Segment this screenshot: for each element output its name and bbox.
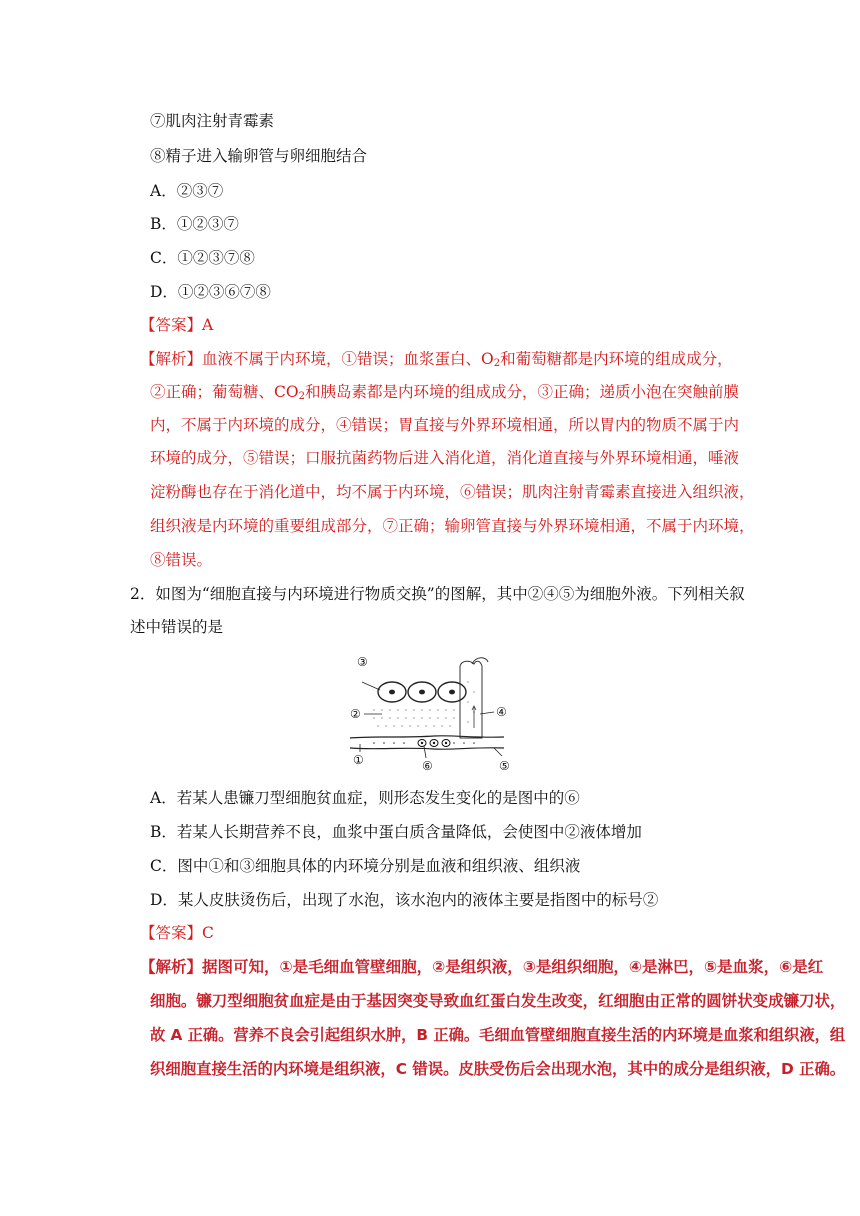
q1-exp-l1a: 【解析】血液不属于内环境，①错误；血浆蛋白、O [140,350,494,368]
q2-explanation-line-1: 【解析】据图可知，①是毛细血管壁细胞，②是组织液，③是组织细胞，④是淋巴，⑤是血浆，⑥是红 [140,958,824,976]
label-6: ⑥ [422,759,433,773]
q1-exp-l1-sub: 2 [493,358,501,369]
q1-explanation-line-3: 内，不属于内环境的成分，④错误；胃直接与外界环境相通，所以胃内的物质不属于内 [150,416,740,434]
q1-answer: 【答案】A [140,316,214,334]
q2-stem-line-1: 2．如图为“细胞直接与内环境进行物质交换”的图解，其中②④⑤为细胞外液。下列相关叙 [130,585,745,603]
label-4: ④ [496,705,507,719]
q1-explanation-line-4: 环境的成分，⑤错误；口服抗菌药物后进入消化道，消化道直接与外界环境相通，唾液 [150,449,740,467]
q1-option-d: D．①②③⑥⑦⑧ [150,283,271,301]
q1-explanation-line-1 [140,349,733,369]
label-5: ⑤ [499,759,510,773]
label-2: ② [350,707,361,721]
q1-explanation-line-5: 淀粉酶也存在于消化道中，均不属于内环境，⑥错误；肌肉注射青霉素直接进入组织液， [150,483,755,501]
q2-option-a: A．若某人患镰刀型细胞贫血症，则形态发生变化的是图中的⑥ [150,789,580,807]
q1-explanation-line-6: 组织液是内环境的重要组成部分，⑦正确；输卵管直接与外界环境相通，不属于内环境， [150,517,755,535]
q2-explanation-line-3: 故 A 正确。营养不良会引起组织水肿，B 正确。毛细血管壁细胞直接生活的内环境是血浆和组织液，组 [150,1026,846,1044]
q1-exp-l2a: ②正确；葡萄糖、CO [150,383,299,401]
q1-option-c: C．①②③⑦⑧ [150,249,255,267]
q1-item-8: ⑧精子进入输卵管与卵细胞结合 [150,147,368,165]
q2-answer: 【答案】C [140,924,214,942]
label-1: ① [353,753,364,767]
label-3: ③ [357,655,368,669]
q2-stem-line-2: 述中错误的是 [130,618,224,636]
q1-item-7: ⑦肌肉注射青霉素 [150,112,275,130]
q1-exp-l2b: 和胰岛素都是内环境的组成成分，③正确；递质小泡在突触前膜 [304,383,739,401]
cell-exchange-diagram [344,652,516,774]
q1-explanation-line-2 [150,382,739,402]
q2-explanation-line-4: 织细胞直接生活的内环境是组织液，C 错误。皮肤受伤后会出现水泡，其中的成分是组织液，D 正确。 [150,1060,846,1078]
q1-exp-l2-sub: 2 [298,391,305,402]
q2-explanation-line-2: 细胞。镰刀型细胞贫血症是由于基因突变导致血红蛋白发生改变，红细胞由正常的圆饼状变成镰刀状， [150,992,846,1010]
q2-option-c: C．图中①和③细胞具体的内环境分别是血液和组织液、组织液 [150,857,581,875]
q2-option-b: B．若某人长期营养不良，血浆中蛋白质含量降低，会使图中②液体增加 [150,823,642,841]
q1-option-a: A．②③⑦ [150,182,224,200]
q2-option-d: D．某人皮肤烫伤后，出现了水泡，该水泡内的液体主要是指图中的标号② [150,891,659,909]
q1-explanation-line-7: ⑧错误。 [150,551,213,569]
q1-option-b: B．①②③⑦ [150,215,239,233]
q1-exp-l1b: 和葡萄糖都是内环境的组成成分， [500,350,733,368]
